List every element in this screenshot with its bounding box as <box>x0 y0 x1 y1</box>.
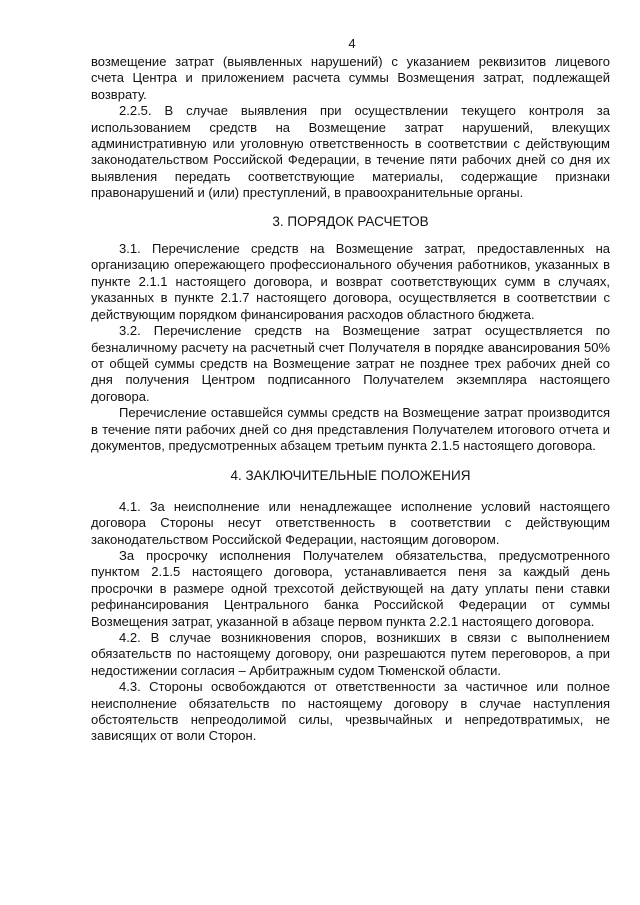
paragraph-3-1: 3.1. Перечисление средств на Возмещение затрат, предоставленных на организацию опережающего профессионального обучения работников, указанных в пункте 2.1.1 настоящего договора, и возврат соответствующих сумм в случаях, указанных в пункте 2.1.7 настоящего договора, осуществляется в соответствии с действующим порядком финансирования расходов областного бюджета. <box>91 241 610 322</box>
paragraph-3-2-continued: Перечисление оставшейся суммы средств на Возмещение затрат производится в течение пяти рабочих дней со дня представления Получателем итогового отчета и документов, предусмотренных абзацем третьим пункта 2.1.5 настоящего договора. <box>91 405 610 453</box>
section-3-title: 3. ПОРЯДОК РАСЧЕТОВ <box>272 213 429 229</box>
section-4-title: 4. ЗАКЛЮЧИТЕЛЬНЫЕ ПОЛОЖЕНИЯ <box>230 468 471 484</box>
paragraph-2-2-5: 2.2.5. В случае выявления при осуществлении текущего контроля за использованием средств на Возмещение затрат нарушений, влекущих административную или уголовную ответственность в соответствии с действующим законодательством Российской Федерации, в течение пяти рабочих дней со дня их выявления передать соответствующие материалы, содержащие признаки правонарушений и (или) преступлений, в правоохранительные органы. <box>91 103 610 201</box>
paragraph-3-2: 3.2. Перечисление средств на Возмещение затрат осуществляется по безналичному расчету на расчетный счет Получателя в порядке авансирования 50% от общей суммы средств на Возмещение затрат не позднее трех рабочих дней со дня получения Центром подписанного Получателем экземпляра настоящего договора. <box>91 323 610 404</box>
page-number: 4 <box>348 36 356 51</box>
document-body <box>91 54 610 745</box>
paragraph-4-1-penalty: За просрочку исполнения Получателем обязательства, предусмотренного пунктом 2.1.5 настоящего договора, устанавливается пеня за каждый день просрочки в размере одной трехсотой действующей на дату уплаты пени ставки рефинансирования Центрального банка Российской Федерации от суммы Возмещения затрат, указанной в абзаце первом пункта 2.2.1 настоящего договора. <box>91 547 610 629</box>
paragraph-4-3: 4.3. Стороны освобождаются от ответственности за частичное или полное неисполнение обязательств по настоящему договору в случае наступления обстоятельств непреодолимой силы, чрезвычайных и непредотвратимых, не зависящих от воли Сторон. <box>91 679 610 744</box>
paragraph-4-2: 4.2. В случае возникновения споров, возникших в связи с выполнением обязательств по настоящему договору, они разрешаются путем переговоров, а при недостижении согласия – Арбитражным судом Тюменской области. <box>91 630 610 678</box>
paragraph-continuation: возмещение затрат (выявленных нарушений) с указанием реквизитов лицевого счета Центра и приложением расчета суммы Возмещения затрат, подлежащей возврату. <box>91 54 610 102</box>
paragraph-4-1: 4.1. За неисполнение или ненадлежащее исполнение условий настоящего договора Стороны несут ответственность в соответствии с действующим законодательством Российской Федерации, настоящим договором. <box>91 498 610 547</box>
